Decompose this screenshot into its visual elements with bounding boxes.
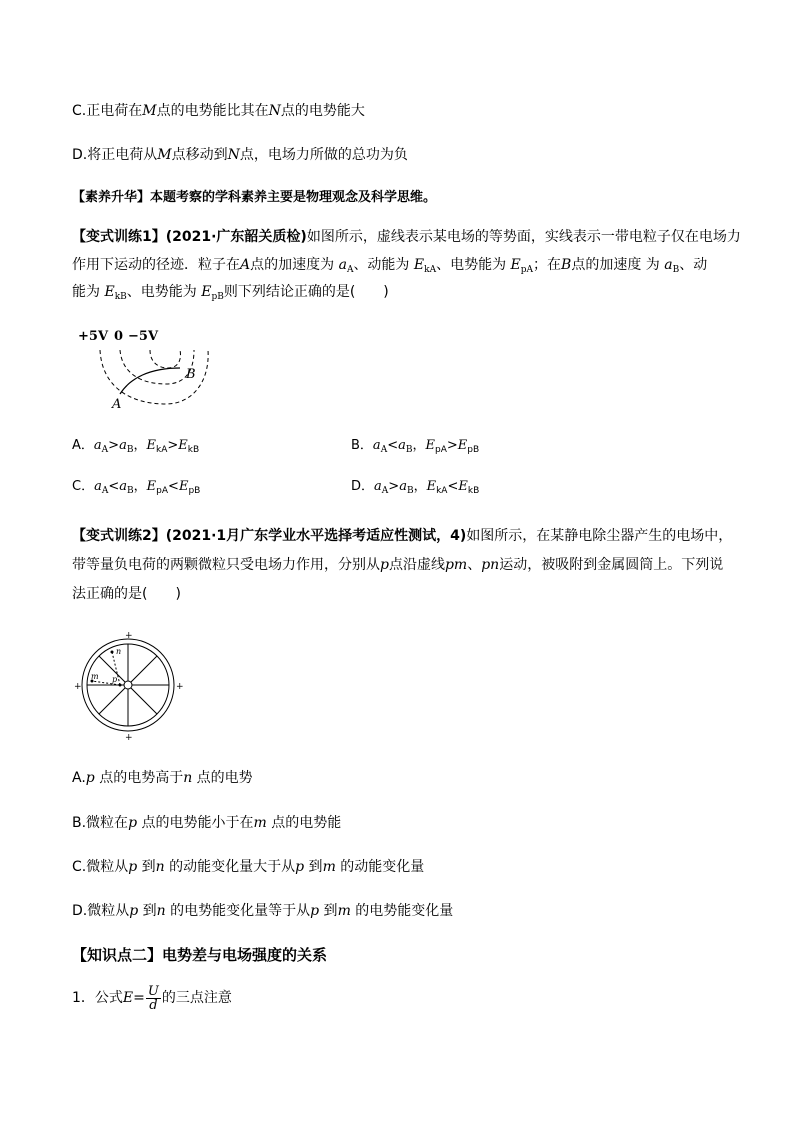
v2-opt-d-1: D.微粒从: [72, 903, 130, 919]
variant2-line2: [72, 555, 723, 575]
v2-opt-b-3: 点的电势能: [266, 815, 342, 831]
formula-line: [72, 983, 232, 1013]
variant1-text-2g: 、动: [679, 257, 708, 273]
point-b-label: B: [186, 367, 196, 382]
label-minus5v: −5V: [128, 329, 159, 344]
variant1-text-1: 如图所示，虚线表示某电场的等势面，实线表示一带电粒子仅在电场力: [306, 229, 741, 245]
kp2-tag: 【知识点二】: [72, 946, 163, 964]
v2-opt-d-2: 到: [138, 903, 157, 919]
var-p: p: [85, 770, 95, 786]
question-option-c: [72, 101, 365, 121]
variant2-option-b: [72, 813, 341, 833]
literacy-text: 本题考察的学科素养主要是物理观念及科学思维。: [150, 190, 437, 205]
var-ab: $a_B$: [664, 257, 680, 275]
v2-opt-a-1: A.: [72, 770, 86, 786]
var-m: m: [322, 859, 336, 875]
option-d-text-3: 点，电场力所做的总功为负: [239, 147, 408, 163]
label-n: n: [116, 647, 122, 656]
variant1-line3: [72, 282, 389, 307]
v2-opt-a-3: 点的电势: [192, 770, 253, 786]
variant2-line3: [72, 584, 181, 604]
variant2-text-2d: 运动，被吸附到金属圆筒上。下列说: [499, 557, 724, 573]
var-pn: pn: [481, 557, 500, 573]
variant1-option-c: C．$a_A<a_B$，$E_{pA}<E_{pB}$: [72, 479, 201, 496]
point-a-label: A: [112, 397, 122, 412]
literacy-tag: 【素养升华】: [72, 190, 151, 205]
variant1-option-b: B．$a_A<a_B$，$E_{pA}>E_{pB}$: [351, 438, 480, 455]
v2-opt-c-1: C.微粒从: [72, 859, 129, 875]
var-m: m: [253, 815, 267, 831]
var-n: N: [268, 103, 281, 119]
plus-top: +: [125, 631, 133, 641]
variant1-text-2c: 、动能为: [353, 257, 410, 273]
plus-bottom: +: [125, 733, 133, 743]
equipotential-figure: [70, 322, 220, 417]
variant1-line2: [72, 255, 707, 280]
var-p: p: [310, 903, 320, 919]
point-p: [119, 684, 122, 687]
var-eka: $E_{kA}$: [413, 257, 437, 275]
v2-opt-c-4: 到: [304, 859, 323, 875]
label-p: p: [112, 675, 118, 684]
variant1-option-a: A．$a_A>a_B$，$E_{kA}>E_{kB}$: [72, 438, 200, 455]
variant1-text-2a: 作用下运动的径迹．粒子在: [72, 257, 240, 273]
option-b-label: B．: [351, 438, 373, 453]
label-0: 0: [114, 329, 124, 344]
equipotential-0: [120, 350, 194, 384]
var-p: p: [380, 557, 389, 573]
formula-prefix: 1．公式: [72, 990, 123, 1006]
var-epa: $E_{pA}$: [510, 257, 534, 275]
var-n: N: [227, 147, 240, 163]
option-a-label: A．: [72, 438, 94, 453]
knowledge-point-heading: [72, 945, 327, 965]
var-p: p: [295, 859, 305, 875]
point-n: [111, 651, 114, 654]
variant2-text-1: 如图所示，在某静电除尘器产生的电场中，: [466, 528, 733, 544]
option-d-label: D．: [351, 479, 375, 494]
v2-opt-d-5: 的电势能变化量: [350, 903, 454, 919]
var-a-point: A: [240, 257, 251, 273]
option-d-text-2: 点移动到: [171, 147, 228, 163]
option-c-text-1: C.正电荷在: [72, 103, 143, 119]
equals-sign: =: [133, 990, 145, 1006]
literacy-note: [72, 188, 436, 208]
var-n: n: [155, 859, 165, 875]
v2-opt-a-2: 点的电势高于: [94, 770, 184, 786]
variant1-tag: 【变式训练1】: [72, 229, 166, 245]
formula-suffix: 的三点注意: [161, 990, 232, 1006]
variant1-text-3b: 、电势能为: [126, 284, 197, 300]
variant1-text-2f: 点的加速度 为: [571, 257, 660, 273]
variant1-text-2e: ；在: [533, 257, 562, 273]
var-p: p: [128, 859, 138, 875]
variant1-text-3c: 则下列结论正确的是( ): [223, 284, 389, 300]
var-m: m: [337, 903, 351, 919]
denominator-d: d: [149, 997, 158, 1013]
option-c-text-2: 点的电势能比其在: [156, 103, 269, 119]
precipitator-figure: [72, 628, 187, 743]
variant2-tag: 【变式训练2】: [72, 528, 166, 544]
v2-opt-d-4: 到: [319, 903, 338, 919]
var-aa: $a_A$: [338, 257, 354, 275]
numerator-u: U: [147, 983, 159, 999]
var-p: p: [128, 815, 138, 831]
variant1-line1: [72, 227, 741, 247]
variant2-text-2a: 带等量负电荷的两颗微粒只受电场力作用，分别从: [72, 557, 380, 573]
var-b-point: B: [561, 257, 572, 273]
kp2-text: 电势差与电场强度的关系: [162, 946, 328, 964]
option-d-text-1: D.将正电荷从: [72, 147, 158, 163]
v2-opt-c-2: 到: [137, 859, 156, 875]
variant2-source: (2021·1月广东学业水平选择考适应性测试，4): [165, 528, 467, 544]
var-p: p: [129, 903, 139, 919]
variant1-text-2d: 、电势能为: [436, 257, 507, 273]
variant2-option-c: [72, 857, 424, 877]
v2-opt-c-5: 的动能变化量: [335, 859, 425, 875]
label-plus5v: +5V: [78, 329, 109, 344]
var-epb: $E_{pB}$: [201, 284, 224, 302]
plus-right: +: [176, 682, 184, 692]
plus-left: +: [74, 682, 82, 692]
variant1-text-3a: 能为: [72, 284, 100, 300]
question-option-d: [72, 145, 408, 165]
label-m: m: [91, 672, 99, 681]
var-ekb: $E_{kB}$: [104, 284, 127, 302]
variant1-source: (2021·广东韶关质检): [165, 229, 307, 245]
var-m: M: [142, 103, 157, 119]
var-m: M: [157, 147, 172, 163]
option-c-label: C．: [72, 479, 95, 494]
option-c-text-3: 点的电势能大: [280, 103, 365, 119]
variant2-text-2c: 、: [467, 557, 482, 573]
var-n: n: [183, 770, 193, 786]
center-electrode: [124, 681, 132, 689]
fraction-u-over-d: [146, 985, 161, 1012]
var-pm: pm: [444, 557, 468, 573]
var-e: E: [122, 990, 134, 1006]
v2-opt-b-2: 点的电势能小于在: [137, 815, 254, 831]
variant1-option-d: D．$a_A>a_B$，$E_{kA}<E_{kB}$: [351, 479, 480, 496]
variant2-text-2b: 点沿虚线: [388, 557, 445, 573]
variant2-option-d: [72, 901, 453, 921]
variant2-option-a: [72, 768, 253, 788]
variant2-text-3: 法正确的是( ): [72, 586, 181, 602]
variant1-text-2b: 点的加速度为: [250, 257, 335, 273]
variant2-line1: [72, 526, 732, 546]
v2-opt-d-3: 的电势能变化量等于从: [165, 903, 311, 919]
var-n: n: [156, 903, 166, 919]
equipotential-minus5: [150, 350, 181, 368]
v2-opt-b-1: B.微粒在: [72, 815, 129, 831]
v2-opt-c-3: 的动能变化量大于从: [164, 859, 296, 875]
